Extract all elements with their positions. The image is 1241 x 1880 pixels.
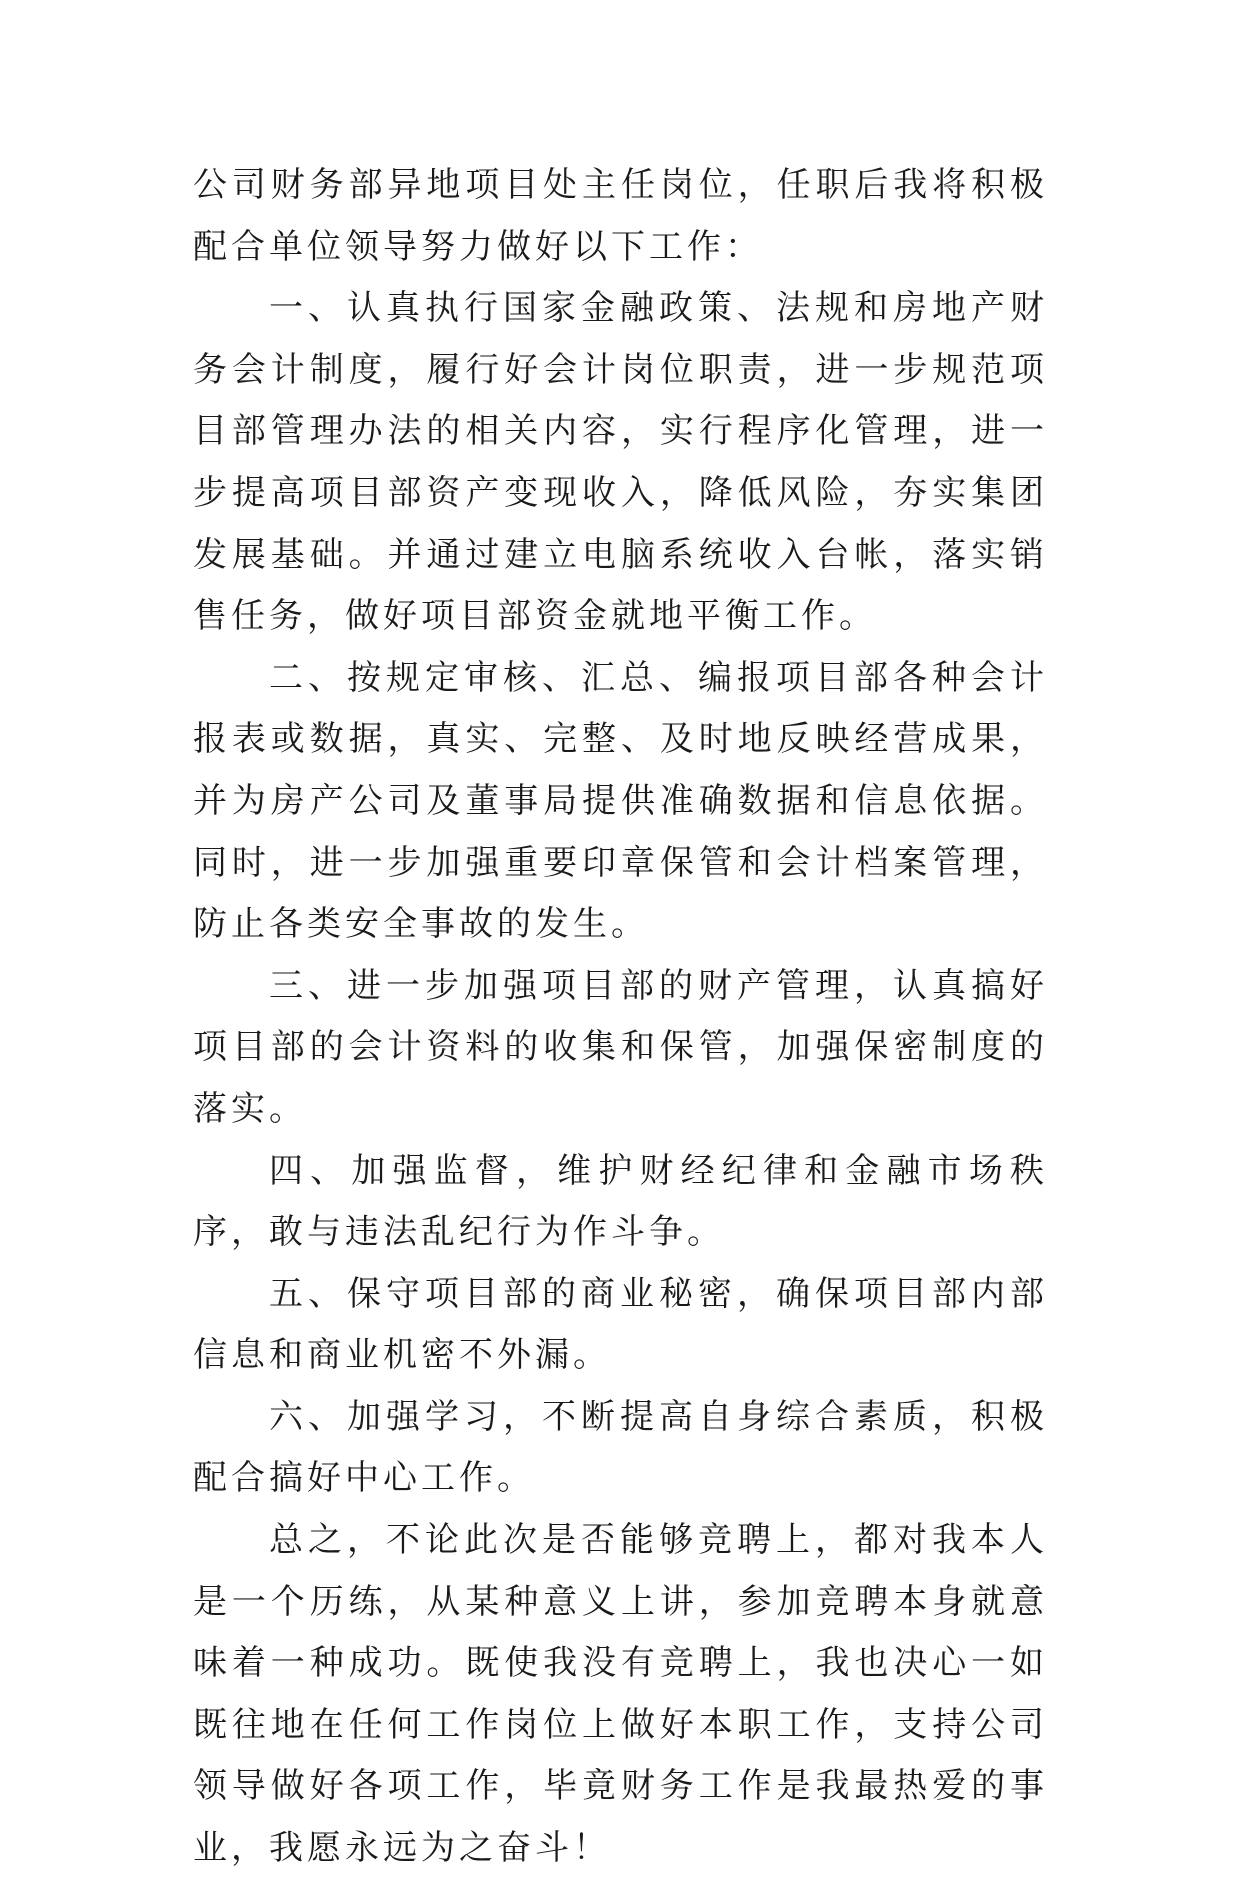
document-body [193,155,1048,1880]
paragraph-intro: 公司财务部异地项目处主任岗位，任职后我将积极配合单位领导努力做好以下工作： [193,165,1048,267]
paragraph-item-3: 三、进一步加强项目部的财产管理，认真搞好项目部的会计资料的收集和保管，加强保密制度的落实。 [193,965,1048,1129]
paragraph-item-4: 四、加强监督，维护财经纪律和金融市场秩序，敢与违法乱纪行为作斗争。 [193,1150,1048,1253]
paragraph-item-6: 六、加强学习，不断提高自身综合素质，积极配合搞好中心工作。 [193,1396,1048,1499]
paragraph-item-1: 一、认真执行国家金融政策、法规和房地产财务会计制度，履行好会计岗位职责，进一步规范项目部管理办法的相关内容，实行程序化管理，进一步提高项目部资产变现收入，降低风险，夯实集团发展基础。并通过建立电脑系统收入台帐，落实销售任务，做好项目部资金就地平衡工作。 [193,288,1048,637]
paragraph-item-2: 二、按规定审核、汇总、编报项目部各种会计报表或数据，真实、完整、及时地反映经营成果，并为房产公司及董事局提供准确数据和信息依据。同时，进一步加强重要印章保管和会计档案管理，防止各类安全事故的发生。 [193,657,1048,945]
paragraph-item-5: 五、保守项目部的商业秘密，确保项目部内部信息和商业机密不外漏。 [193,1273,1048,1376]
paragraph-conclusion: 总之，不论此次是否能够竞聘上，都对我本人是一个历练，从某种意义上讲，参加竞聘本身就意味着一种成功。既使我没有竞聘上，我也决心一如既往地在任何工作岗位上做好本职工作，支持公司领导做好各项工作，毕竟财务工作是我最热爱的事业，我愿永远为之奋斗！ [193,1520,1048,1869]
